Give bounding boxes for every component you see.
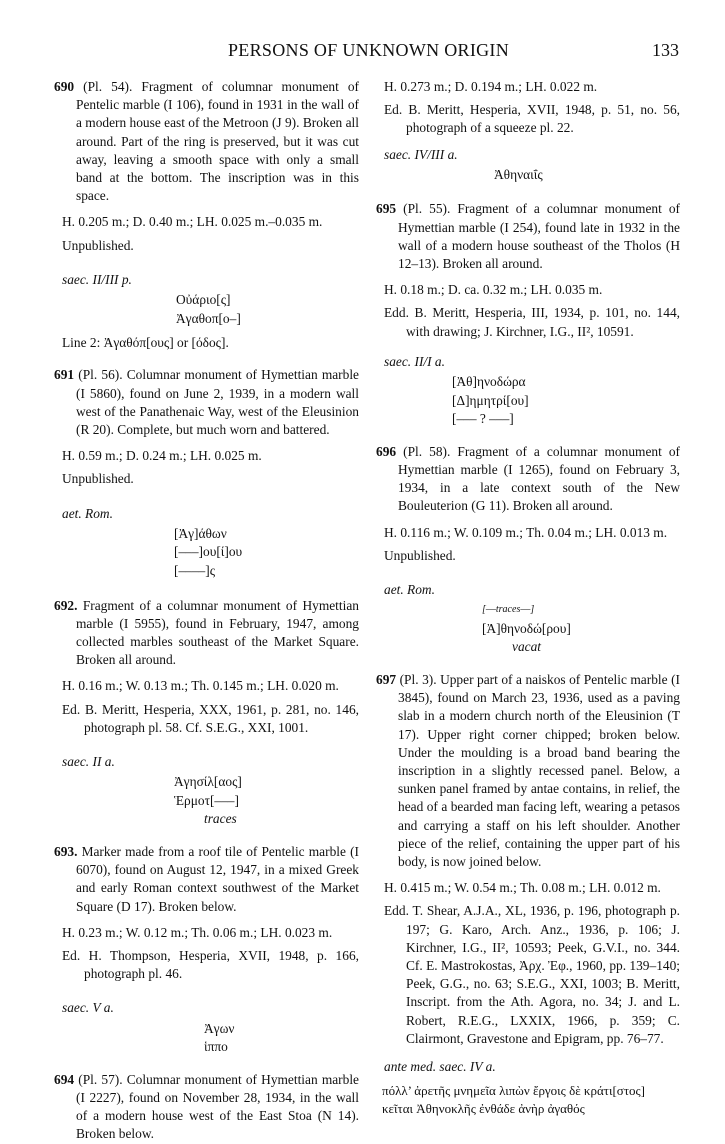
entry-697 [376, 671, 680, 1118]
inscription-line: Οὐάριο[ς] [176, 292, 231, 308]
inscription-line: ἱππο [204, 1039, 228, 1055]
right-column [376, 78, 680, 1118]
inscription-line: [Ἀθ]ηνοδώρα [452, 374, 526, 390]
traces-note: traces [204, 811, 237, 827]
entry-number: 696 [376, 443, 397, 459]
page-title: PERSONS OF UNKNOWN ORIGIN [228, 40, 510, 60]
date: saec. II/I a. [384, 353, 445, 369]
entry-description: (Pl. 56). Columnar monument of Hymettian marble (I 5860), found on June 2, 1939, in a modern wall west of the Panathenaic Way, west of the Eleusinion (R 20). Complete, but much worn and battered. [76, 367, 359, 438]
page-number: 133 [652, 40, 679, 60]
inscription-line: Ἀγων [204, 1020, 235, 1036]
entry-number: 693. [54, 844, 78, 860]
left-column [54, 78, 359, 1144]
date: saec. IV/III a. [384, 146, 458, 162]
entry-description: (Pl. 55). Fragment of a columnar monument of Hymettian marble (I 254), found late in 1932 in the wall of a modern house southeast of the Tholos (H 12–13). Broken all around. [398, 201, 680, 272]
inscription-line: Ἀθηναιΐς [494, 166, 543, 182]
inscription [376, 601, 680, 657]
inscription-line: Ἀγησίλ[αος] [174, 774, 242, 790]
entry-description: Marker made from a roof tile of Pentelic marble (I 6070), found on August 12, 1947, in a mixed Greek and early Roman context southwest of the Market Square (D 17). Broken below. [76, 844, 359, 914]
entry-number: 694 [54, 1071, 75, 1087]
dimensions: H. 0.205 m.; D. 0.40 m.; LH. 0.025 m.–0.035 m. [62, 214, 323, 230]
inscription-line: [Δ]ημητρί[ου] [452, 392, 529, 408]
entry-description: (Pl. 54). Fragment of columnar monument of Pentelic marble (I 106), found in 1931 in the wall of a modern house east of the Metroon (J 9). Broken all around. Part of the ring is preserved, but it was cut away, leaving a smooth space with only a small band at the bottom. The inscription was in this space. [76, 79, 359, 204]
entry-description: Fragment of a columnar monument of Hymettian marble (I 5955), found in February, 1947, among collected marbles southeast of the Market Square. Broken all around. [76, 597, 359, 668]
entry-695 [376, 200, 680, 428]
traces-line: [––traces––] [482, 604, 535, 616]
inscription [54, 1020, 359, 1057]
inscription-line: κεῖται Ἀθηνοκλῆς ἐνθάδε ἀνὴρ ἀγαθός [382, 1101, 585, 1117]
inscription-line: Ἀγαθοπ[ο–] [176, 310, 241, 326]
entry-number: 692. [54, 597, 78, 613]
entry-number: 691 [54, 367, 75, 383]
inscription-line: [–––]ου[ί]ου [174, 544, 243, 560]
date: ante med. saec. IV a. [384, 1059, 496, 1075]
edition: Edd. B. Meritt, Hesperia, III, 1934, p. 101, no. 144, with drawing; J. Kirchner, I.G., II², 10591. [384, 305, 680, 339]
date: saec. V a. [62, 1000, 114, 1016]
publication-status: Unpublished. [62, 237, 134, 253]
vacat-note: vacat [512, 639, 541, 655]
entry-694 [54, 1071, 359, 1144]
entry-696 [376, 443, 680, 657]
inscription-line: [––––]ς [174, 563, 216, 579]
entry-description: (Pl. 3). Upper part of a naiskos of Pentelic marble (I 3845), found on March 23, 1936, used as a paving slab in a modern church north of the Eleusinion (T 17). Upper right corner chipped; broken below. Under the moulding is a broad band bearing the inscription in a slightly recessed panel. Below, a sunken panel framed by antae contains, in relief, the head of a bearded man facing left, wearing a petasos and carrying a staff on his left shoulder. Another piece of the relief, containing the upper part of his body, is now joined below. [398, 672, 680, 870]
edition: Edd. T. Shear, A.J.A., XL, 1936, p. 196, photograph p. 197; G. Karo, Arch. Anz., 1936, p. 106; J. Kirchner, I.G., II², 10593; Peek, G.V.I., no. 344. Cf. E. Mastrokostas, Ἀρχ. Ἐφ., 1960, pp. 139–140; Peek, G.G., no. 63; S.E.G., XXI, 1003; B. Meritt, Inscript. from the Ath. Agora, no. 34; J. and L. Robert, R.E.G., LXXIX, 1966, p. 359; C. Clairmont, Gravestone and Epigram, pp. 76–77. [384, 903, 680, 1046]
inscription-line: [Ἀ]θηνοδώ[ρου] [482, 620, 571, 636]
inscription [54, 525, 359, 581]
entry-693 [54, 843, 359, 1057]
dimensions: H. 0.16 m.; W. 0.13 m.; Th. 0.145 m.; LH. 0.020 m. [62, 678, 339, 694]
entry-number: 695 [376, 201, 397, 217]
entry-number: 697 [376, 672, 397, 688]
inscription [376, 373, 680, 429]
inscription [54, 773, 359, 829]
entry-description: (Pl. 58). Fragment of a columnar monument of Hymettian marble (I 1265), found on February 3, 1934, in a late context south of the New Bouleuterion (G 11). Broken all around. [398, 443, 680, 514]
dimensions: H. 0.23 m.; W. 0.12 m.; Th. 0.06 m.; LH. 0.023 m. [62, 924, 333, 940]
edition: Ed. B. Meritt, Hesperia, XVII, 1948, p. 51, no. 56, photograph of a squeeze pl. 22. [384, 102, 680, 136]
inscription-line: [Ἀγ]άθων [174, 525, 227, 541]
line-note: Line 2: Ἀγαθόπ[ους] or [όδος]. [62, 335, 229, 351]
inscription-line: Ἑρμοτ[–––] [174, 792, 239, 808]
date: aet. Rom. [384, 582, 435, 598]
inscription [376, 166, 680, 185]
running-header [0, 40, 725, 66]
dimensions: H. 0.273 m.; D. 0.194 m.; LH. 0.022 m. [384, 79, 598, 94]
entry-description: (Pl. 57). Columnar monument of Hymettian marble (I 2227), found on November 28, 1934, in the wall of a modern house west of the East Stoa (N 14). Broken below. [76, 1071, 359, 1142]
entry-number: 690 [54, 79, 75, 94]
date: saec. II a. [62, 754, 115, 770]
edition: Ed. H. Thompson, Hesperia, XVII, 1948, p. 166, photograph pl. 46. [62, 948, 359, 982]
entry-694-continued [376, 78, 680, 184]
publication-status: Unpublished. [62, 471, 134, 487]
edition: Ed. B. Meritt, Hesperia, XXX, 1961, p. 281, no. 146, photograph pl. 58. Cf. S.E.G., XXI, 1001. [62, 701, 359, 735]
dimensions: H. 0.59 m.; D. 0.24 m.; LH. 0.025 m. [62, 448, 262, 464]
inscription-line: [––– ? –––] [452, 411, 514, 427]
inscription-line: πόλλ’ ἀρετῆς μνημεῖα λιπὼν ἔργοις δὲ κράτι[στος] [382, 1083, 646, 1099]
entry-691 [54, 366, 359, 580]
inscription [376, 1082, 680, 1118]
dimensions: H. 0.415 m.; W. 0.54 m.; Th. 0.08 m.; LH. 0.012 m. [384, 880, 661, 896]
date: saec. II/III p. [62, 271, 132, 287]
entry-692 [54, 597, 359, 829]
dimensions: H. 0.18 m.; D. ca. 0.32 m.; LH. 0.035 m. [384, 282, 603, 298]
date: aet. Rom. [62, 505, 113, 521]
entry-690 [54, 78, 359, 352]
publication-status: Unpublished. [384, 547, 456, 563]
dimensions: H. 0.116 m.; W. 0.109 m.; Th. 0.04 m.; LH. 0.013 m. [384, 524, 668, 540]
inscription [54, 291, 359, 328]
